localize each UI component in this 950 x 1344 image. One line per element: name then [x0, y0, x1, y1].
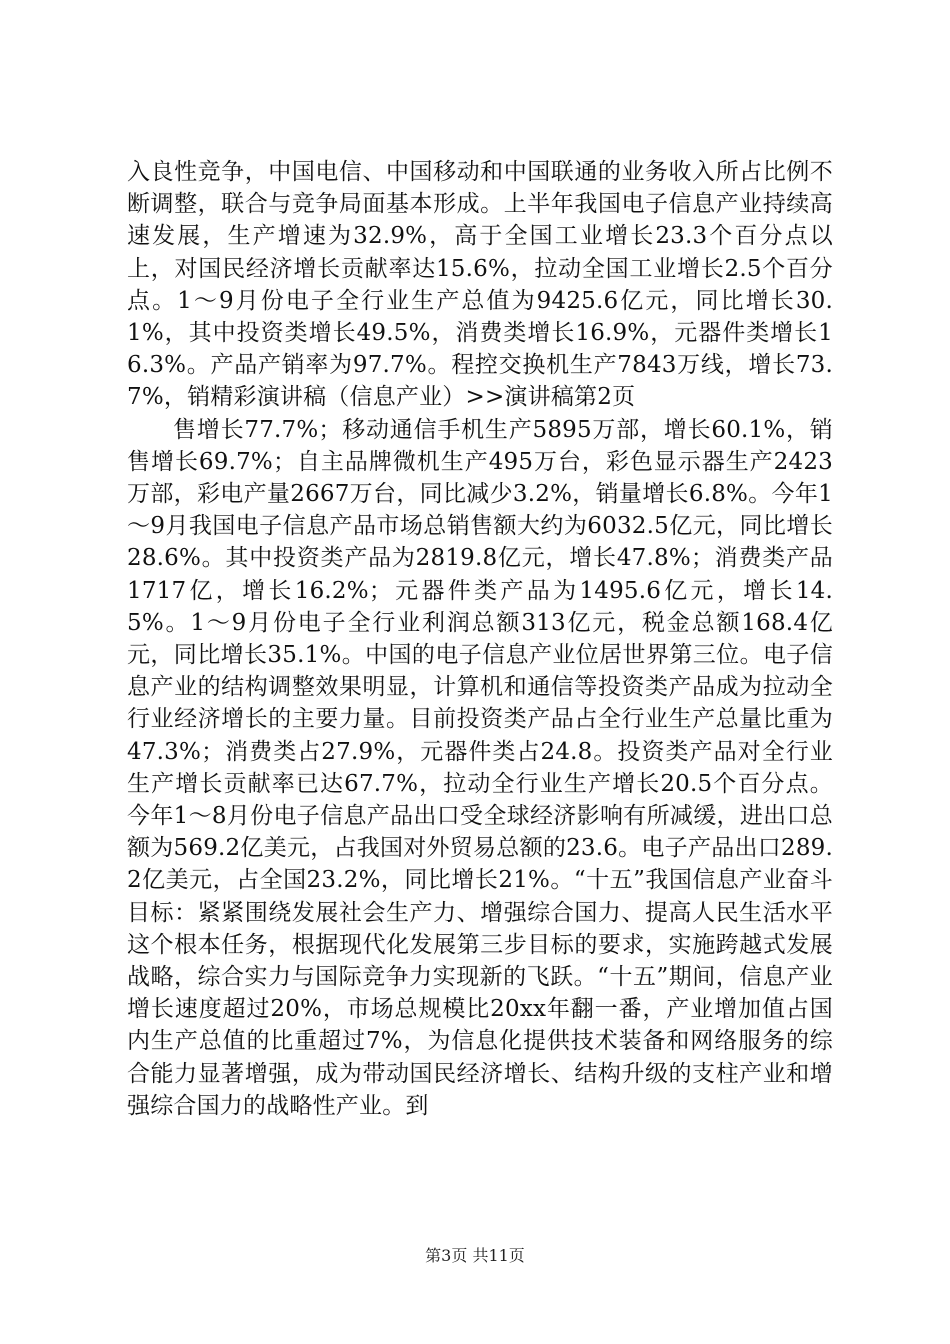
- paragraph-2: 售增长77.7%；移动通信手机生产5895万部，增长60.1%，销售增长69.7%；自主品牌微机生产495万台，彩色显示器生产2423万部，彩电产量2667万台，同比减少3.2%，销量增长6.8%。今年1～9月我国电子信息产品市场总销售额大约为6032.5亿元，同比增长28.6%。其中投资类产品为2819.8亿元，增长47.8%；消费类产品1717亿，增长16.2%；元器件类产品为1495.6亿元，增长14.5%。1～9月份电子全行业利润总额313亿元，税金总额168.4亿元，同比增长35.1%。中国的电子信息产业位居世界第三位。电子信息产业的结构调整效果明显，计算机和通信等投资类产品成为拉动全行业经济增长的主要力量。目前投资类产品占全行业生产总量比重为47.3%；消费类占27.9%，元器件类占24.8。投资类产品对全行业生产增长贡献率已达67.7%，拉动全行业生产增长20.5个百分点。今年1～8月份电子信息产品出口受全球经济影响有所减缓，进出口总额为569.2亿美元，占我国对外贸易总额的23.6。电子产品出口289.2亿美元，占全国23.2%，同比增长21%。“十五”我国信息产业奋斗目标：紧紧围绕发展社会生产力、增强综合国力、提高人民生活水平这个根本任务，根据现代化发展第三步目标的要求，实施跨越式发展战略，综合实力与国际竞争力实现新的飞跃。“十五”期间，信息产业增长速度超过20%，市场总规模比20xx年翻一番，产业增加值占国内生产总值的比重超过7%，为信息化提供技术装备和网络服务的综合能力显著增强，成为带动国民经济增长、结构升级的支柱产业和增强综合国力的战略性产业。到: [127, 416, 833, 1119]
- paragraph-1: 入良性竞争，中国电信、中国移动和中国联通的业务收入所占比例不断调整，联合与竞争局面基本形成。上半年我国电子信息产业持续高速发展，生产增速为32.9%，高于全国工业增长23.3个百分点以上，对国民经济增长贡献率达15.6%，拉动全国工业增长2.5个百分点。1～9月份电子全行业生产总值为9425.6亿元，同比增长30.1%，其中投资类增长49.5%，消费类增长16.9%，元器件类增长16.3%。产品产销率为97.7%。程控交换机生产7843万线，增长73.7%，销精彩演讲稿（信息产业）>>演讲稿第2页: [127, 159, 833, 411]
- page-footer: 第3页 共11页: [425, 1246, 525, 1265]
- document-body: [127, 156, 833, 1122]
